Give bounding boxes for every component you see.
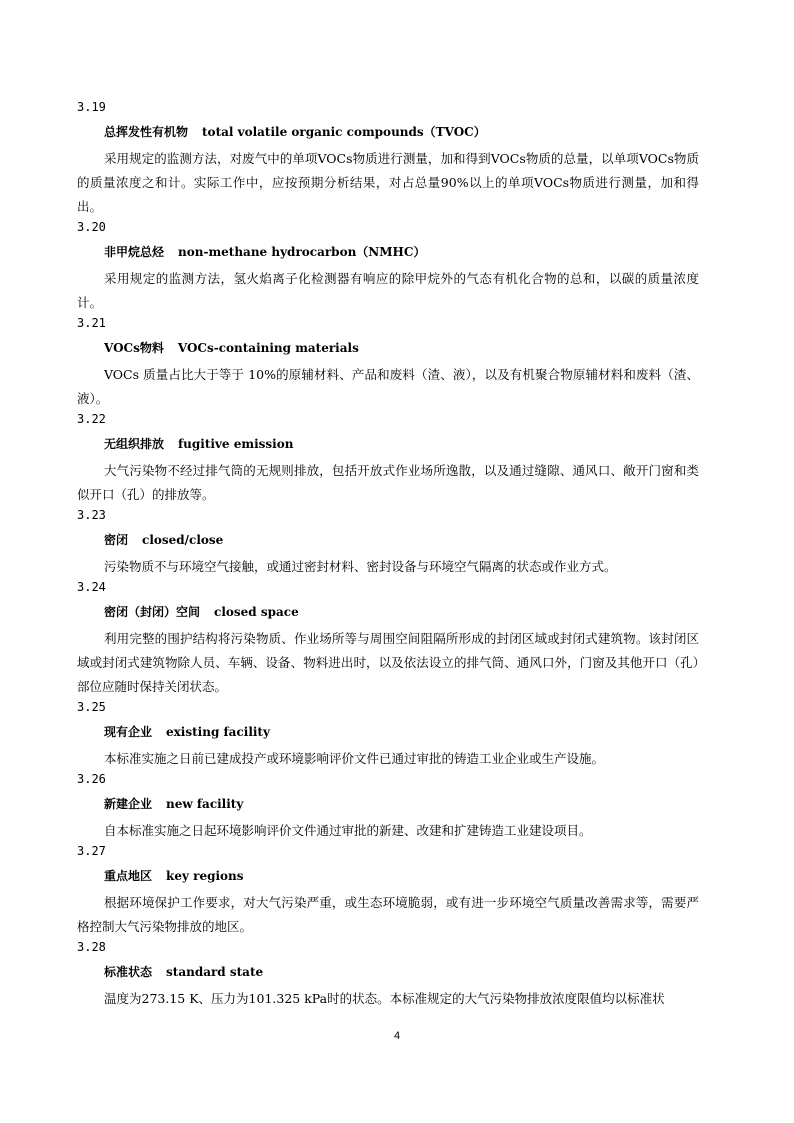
- term-zh: VOCs物料: [104, 341, 164, 355]
- term-en: non-methane hydrocarbon（NMHC）: [178, 245, 426, 259]
- term-en: fugitive emission: [178, 437, 294, 451]
- term-zh: 现有企业: [104, 725, 153, 739]
- term-en: closed/close: [142, 533, 224, 547]
- clause-number: 3.28: [77, 940, 106, 954]
- term-en: closed space: [214, 605, 299, 619]
- page-number: 4: [393, 1030, 401, 1042]
- term-zh: 无组织排放: [104, 437, 165, 451]
- definition-text: 大气污染物不经过排气筒的无规则排放，包括开放式作业场所逸散，以及通过缝隙、通风口、敞开门窗和类似开口（孔）的排放等。: [77, 463, 699, 502]
- term-heading: [104, 724, 270, 740]
- term-en: total volatile organic compounds（TVOC）: [202, 125, 486, 139]
- term-zh: 重点地区: [104, 869, 153, 883]
- definition-text: VOCs 质量占比大于等于 10%的原辅材料、产品和废料（渣、液），以及有机聚合物原辅材料和废料（渣、液）。: [77, 367, 699, 406]
- clause-number: 3.22: [77, 412, 106, 426]
- term-zh: 总挥发性有机物: [104, 125, 189, 139]
- definition-text: 自本标准实施之日起环境影响评价文件通过审批的新建、改建和扩建铸造工业建设项目。: [104, 823, 592, 838]
- definition-text: 采用规定的监测方法，氢火焰离子化检测器有响应的除甲烷外的气态有机化合物的总和，以碳的质量浓度计。: [77, 271, 699, 310]
- clause-number: 3.25: [77, 700, 106, 714]
- definition-text: 利用完整的围护结构将污染物质、作业场所等与周围空间阻隔所形成的封闭区域或封闭式建筑物。该封闭区域或封闭式建筑物除人员、车辆、设备、物料进出时，以及依法设立的排气筒、通风口外，门窗及其他开口（孔）部位应随时保持关闭状态。: [77, 631, 699, 694]
- term-en: VOCs-containing materials: [177, 341, 359, 355]
- term-zh: 密闭: [104, 533, 129, 547]
- term-heading: [104, 244, 425, 260]
- term-heading: [104, 964, 263, 980]
- clause-number: 3.24: [77, 580, 106, 594]
- term-heading: [104, 340, 359, 356]
- term-heading: [104, 124, 486, 140]
- term-en: existing facility: [166, 725, 270, 739]
- term-zh: 非甲烷总烃: [104, 245, 165, 259]
- term-zh: 标准状态: [104, 965, 153, 979]
- term-zh: 新建企业: [104, 797, 153, 811]
- term-en: new facility: [166, 797, 244, 811]
- clause-number: 3.27: [77, 844, 106, 858]
- term-heading: [104, 796, 243, 812]
- clause-number: 3.21: [77, 316, 106, 330]
- clause-number: 3.20: [77, 220, 106, 234]
- term-heading: [104, 604, 299, 620]
- term-heading: [104, 868, 244, 884]
- definition-text: 温度为273.15 K、压力为101.325 kPa时的状态。本标准规定的大气污染物排放浓度限值均以标准状: [104, 991, 665, 1006]
- clause-number: 3.26: [77, 772, 106, 786]
- term-en: standard state: [166, 965, 264, 979]
- term-en: key regions: [166, 869, 244, 883]
- clause-number: 3.19: [77, 100, 106, 114]
- term-heading: [104, 532, 223, 548]
- definition-text: 根据环境保护工作要求，对大气污染严重，或生态环境脆弱，或有进一步环境空气质量改善需求等，需要严格控制大气污染物排放的地区。: [77, 895, 699, 934]
- term-heading: [104, 436, 293, 452]
- term-zh: 密闭（封闭）空间: [104, 605, 201, 619]
- definition-text: 污染物质不与环境空气接触，或通过密封材料、密封设备与环境空气隔离的状态或作业方式。: [104, 559, 617, 574]
- clause-number: 3.23: [77, 508, 106, 522]
- definition-text: 采用规定的监测方法，对废气中的单项VOCs物质进行测量，加和得到VOCs物质的总量，以单项VOCs物质的质量浓度之和计。实际工作中，应按预期分析结果，对占总量90%以上的单项VOCs物质进行测量，加和得出。: [77, 151, 699, 214]
- definition-text: 本标准实施之日前已建成投产或环境影响评价文件已通过审批的铸造工业企业或生产设施。: [104, 751, 605, 766]
